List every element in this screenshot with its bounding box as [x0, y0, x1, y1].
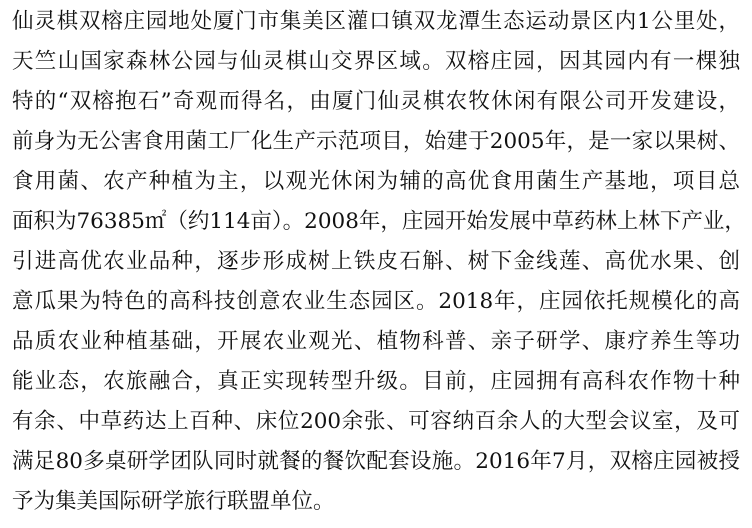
paragraph-line-8: 意瓜果为特色的高科技创意农业生态园区。2018年，庄园依托规模化的高	[12, 289, 740, 314]
paragraph-line-4: 前身为无公害食用菌工厂化生产示范项目，始建于2005年，是一家以果树、	[12, 129, 740, 154]
paragraph-line-13: 予为集美国际研学旅行联盟单位。	[12, 489, 335, 514]
paragraph-line-10: 能业态，农旅融合，真正实现转型升级。目前，庄园拥有高科农作物十种	[12, 369, 740, 394]
paragraph-line-6: 面积为76385㎡（约114亩）。2008年，庄园开始发展中草药林上林下产业，	[12, 209, 746, 234]
paragraph-line-5: 食用菌、农产种植为主，以观光休闲为辅的高优食用菌生产基地，项目总	[12, 169, 740, 194]
paragraph-line-1: 仙灵棋双榕庄园地处厦门市集美区灌口镇双龙潭生态运动景区内1公里处，	[12, 9, 740, 34]
paragraph-line-2: 天竺山国家森林公园与仙灵棋山交界区域。双榕庄园，因其园内有一棵独	[12, 49, 740, 74]
paragraph-line-3: 特的“双榕抱石”奇观而得名，由厦门仙灵棋农牧休闲有限公司开发建设，	[12, 89, 740, 114]
paragraph-line-12: 满足80多桌研学团队同时就餐的餐饮配套设施。2016年7月，双榕庄园被授	[12, 449, 740, 474]
paragraph-line-9: 品质农业种植基础，开展农业观光、植物科普、亲子研学、康疗养生等功	[12, 329, 740, 354]
paragraph-line-11: 有余、中草药达上百种、床位200余张、可容纳百余人的大型会议室，及可	[12, 409, 740, 434]
paragraph-line-7: 引进高优农业品种，逐步形成树上铁皮石斛、树下金线莲、高优水果、创	[12, 249, 740, 274]
